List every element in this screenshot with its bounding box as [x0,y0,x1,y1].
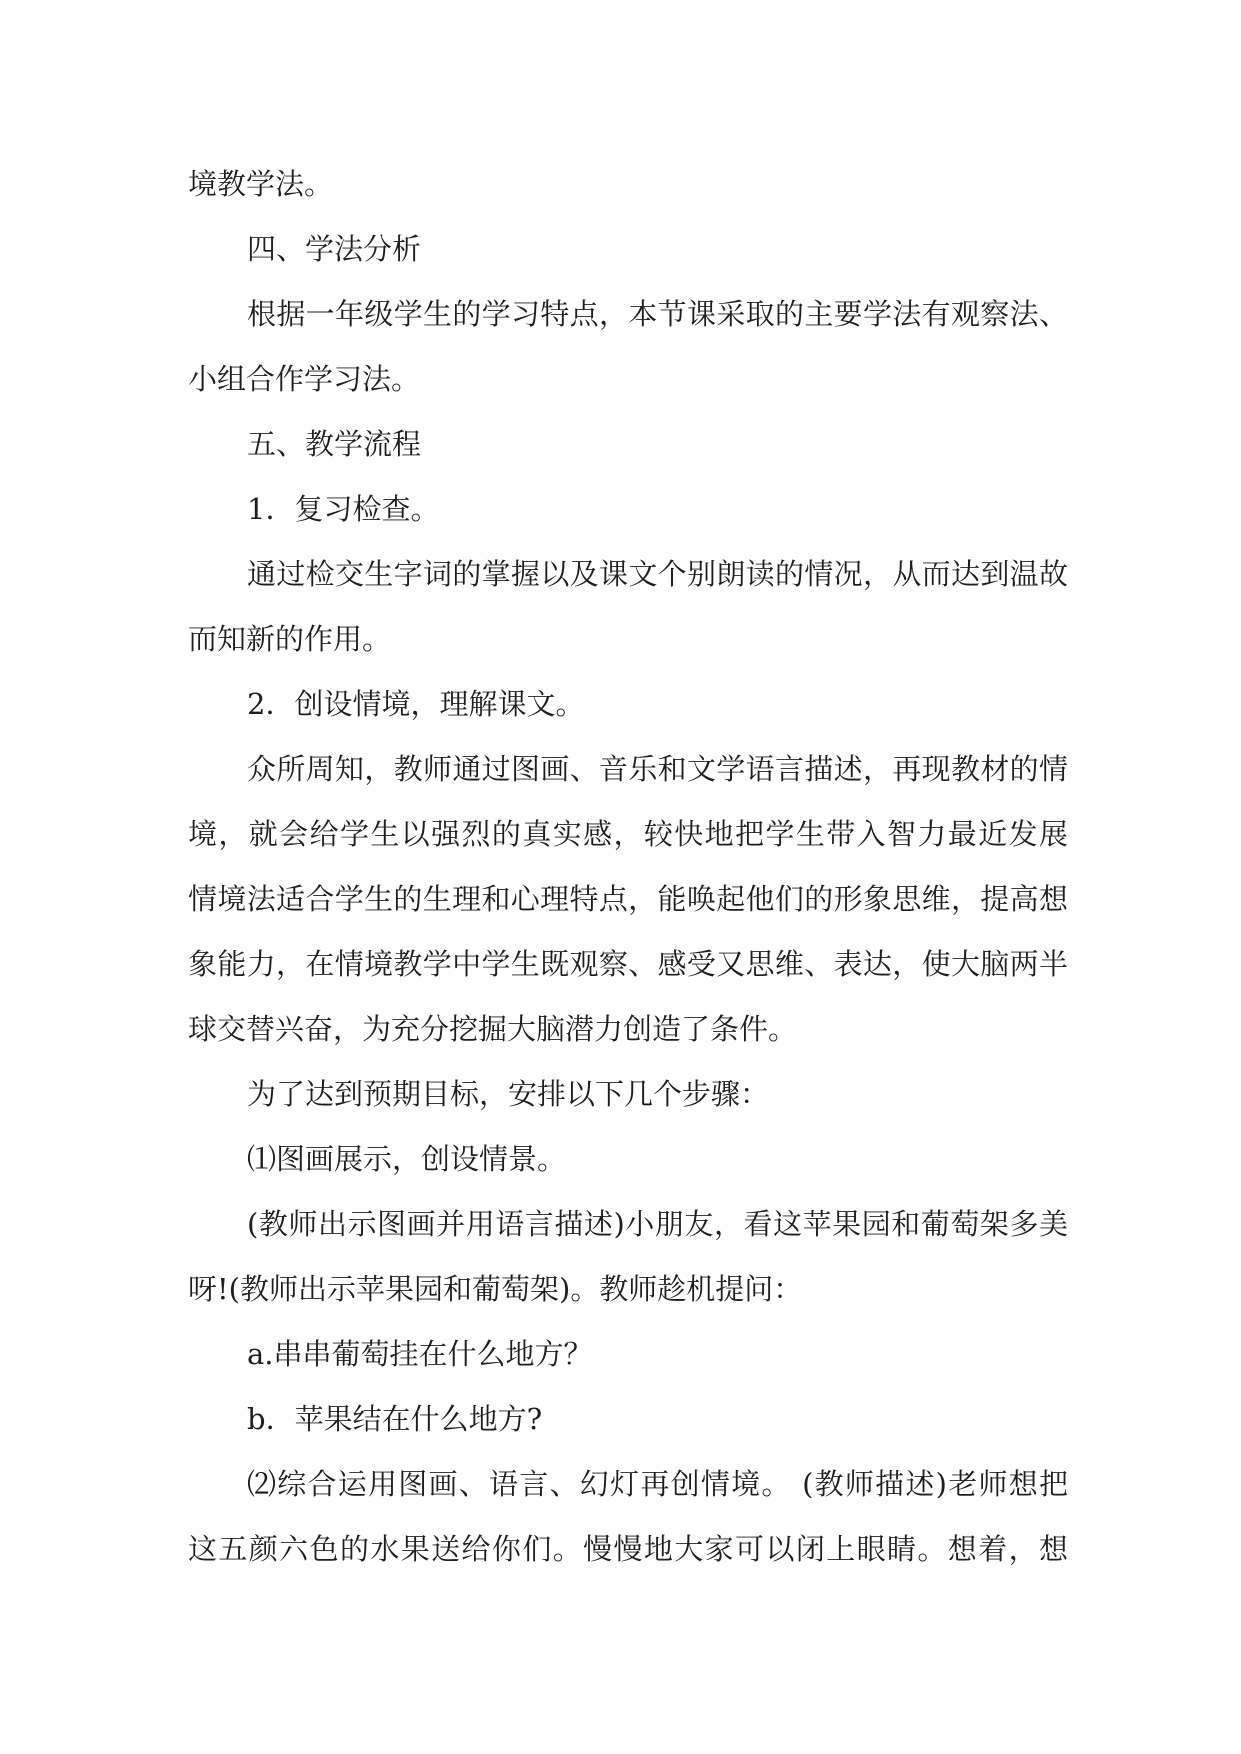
question-a: a.串串葡萄挂在什么地方？ [247,1337,593,1371]
document-body [188,152,1068,1582]
question-b: b．苹果结在什么地方? [247,1402,543,1436]
text-line: 为了达到预期目标，安排以下几个步骤： [247,1077,770,1111]
section-heading-study-method: 四、学法分析 [247,232,422,266]
text-line: 象能力，在情境教学中学生既观察、感受又思维、表达，使大脑两半 [188,947,1068,981]
text-line: 众所周知，教师通过图画、音乐和文学语言描述，再现教材的情 [247,752,1068,786]
text-line: 小组合作学习法。 [188,362,421,396]
step-item-1: ⑴图画展示，创设情景。 [247,1142,567,1176]
text-line: 而知新的作用。 [188,622,392,656]
text-line: 球交替兴奋，为充分挖掘大脑潜力创造了条件。 [188,1012,798,1046]
text-line: (教师出示图画并用语言描述)小朋友，看这苹果园和葡萄架多美 [247,1207,1068,1241]
step-item-2: ⑵综合运用图画、语言、幻灯再创情境。 (教师描述)老师想把 [247,1467,1068,1501]
text-line: 通过检交生字词的掌握以及课文个别朗读的情况，从而达到温故 [247,557,1068,591]
text-line: 根据一年级学生的学习特点，本节课采取的主要学法有观察法、 [247,297,1068,331]
section-heading-teaching-process: 五、教学流程 [247,427,422,461]
text-line: 境，就会给学生以强烈的真实感，较快地把学生带入智力最近发展 [188,817,1068,851]
text-line: 情境法适合学生的生理和心理特点，能唤起他们的形象思维，提高想 [188,882,1068,916]
subheading-review: 1．复习检查。 [247,492,440,526]
subheading-create-situation: 2．创设情境，理解课文。 [247,687,585,721]
text-line: 这五颜六色的水果送给你们。慢慢地大家可以闭上眼睛。想着，想 [188,1532,1068,1566]
text-line: 呀!(教师出示苹果园和葡萄架)。教师趁机提问： [188,1272,803,1306]
text-line: 境教学法。 [188,167,334,201]
